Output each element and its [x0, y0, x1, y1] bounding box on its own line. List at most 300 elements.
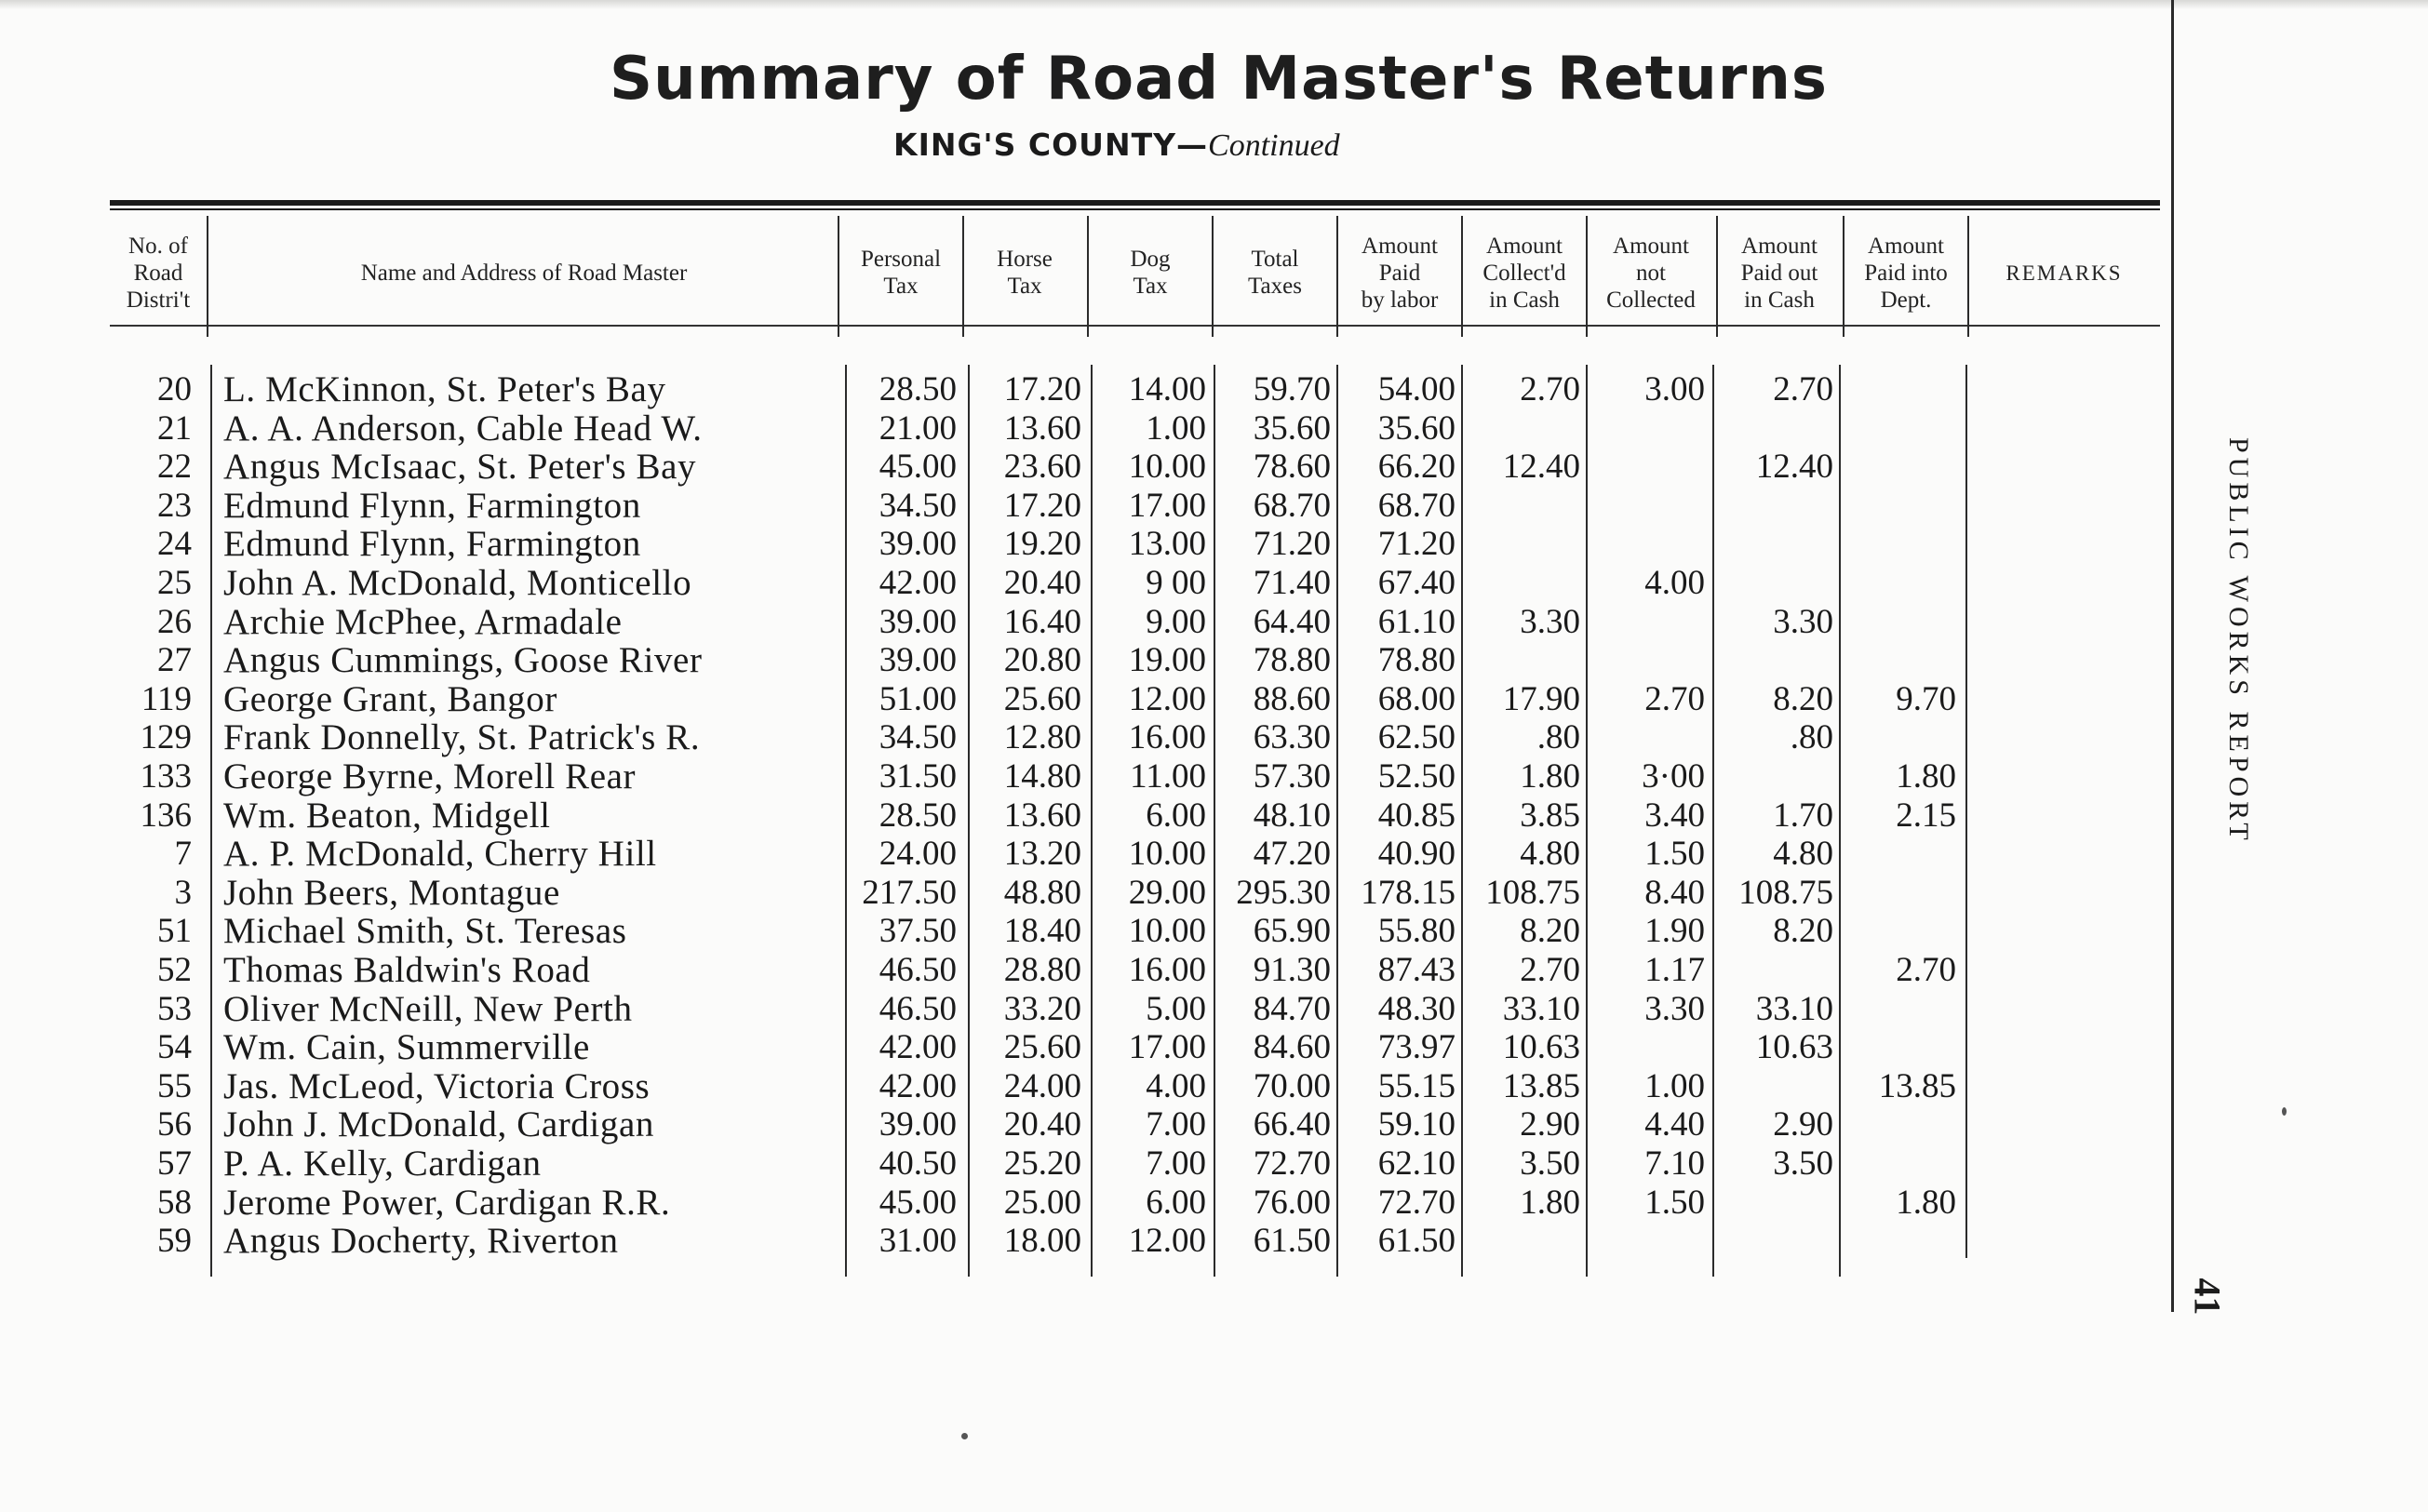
dog-tax-cell: 4.00	[1146, 1067, 1206, 1105]
not-collected-cell: 1.17	[1644, 951, 1705, 989]
not-collected-cell	[1588, 448, 1705, 487]
personal-tax-cell: 34.50	[879, 718, 957, 756]
district-number: 25	[157, 564, 192, 602]
paid-by-labor-cell: 78.80	[1377, 641, 1455, 679]
collected-cash-cell: 2.70	[1520, 951, 1580, 989]
not-collected-cell	[1588, 718, 1705, 757]
horse-tax-cell: 33.20	[1003, 990, 1081, 1028]
dog-tax-cell: 16.00	[1128, 718, 1206, 756]
total-taxes-cell: 84.70	[1253, 990, 1331, 1028]
not-collected-cell	[1588, 525, 1705, 564]
col-rule-header	[962, 216, 964, 337]
paid-by-labor-cell: 68.70	[1377, 487, 1455, 525]
total-taxes-cell: 64.40	[1253, 603, 1331, 641]
dog-tax-cell: 10.00	[1128, 835, 1206, 873]
road-master-name: Archie McPhee, Armadale	[223, 602, 623, 642]
dog-tax-cell: 14.00	[1128, 370, 1206, 408]
total-taxes-cell: 76.00	[1253, 1184, 1331, 1222]
table-row	[0, 448, 2159, 487]
horse-tax-cell: 25.60	[1003, 1028, 1081, 1066]
road-master-name: Frank Donnelly, St. Patrick's R.	[223, 717, 701, 757]
scan-speck	[961, 1433, 968, 1439]
paid-into-dept-cell	[1841, 525, 1956, 564]
not-collected-cell	[1588, 487, 1705, 526]
horse-tax-cell: 17.20	[1003, 370, 1081, 408]
total-taxes-cell: 78.60	[1253, 448, 1331, 486]
paid-out-cell	[1718, 409, 1833, 448]
total-taxes-cell: 66.40	[1253, 1105, 1331, 1144]
collected-cash-cell	[1463, 487, 1580, 526]
paid-out-cell: 33.10	[1755, 990, 1833, 1028]
not-collected-cell	[1588, 409, 1705, 448]
paid-out-cell	[1718, 1222, 1833, 1261]
district-number: 27	[157, 641, 192, 679]
district-number: 26	[157, 603, 192, 641]
total-taxes-cell: 68.70	[1253, 487, 1331, 525]
table-row	[0, 680, 2159, 719]
dog-tax-cell: 19.00	[1128, 641, 1206, 679]
collected-cash-cell: 2.70	[1520, 370, 1580, 408]
road-master-name: John A. McDonald, Monticello	[223, 563, 692, 603]
paid-out-cell	[1718, 951, 1833, 990]
collected-cash-cell: 1.80	[1520, 1184, 1580, 1222]
collected-cash-cell: .80	[1536, 718, 1580, 756]
paid-by-labor-cell: 48.30	[1377, 990, 1455, 1028]
paid-by-labor-cell: 73.97	[1377, 1028, 1455, 1066]
road-master-name: John Beers, Montague	[223, 873, 560, 913]
header-name-address: Name and Address of Road Master	[360, 260, 688, 286]
personal-tax-cell: 45.00	[879, 448, 957, 486]
col-rule-header	[1212, 216, 1214, 337]
district-number: 21	[157, 409, 192, 448]
total-taxes-cell: 65.90	[1253, 912, 1331, 950]
horse-tax-cell: 25.00	[1003, 1184, 1081, 1222]
paid-by-labor-cell: 35.60	[1377, 409, 1455, 448]
personal-tax-cell: 39.00	[879, 1105, 957, 1144]
total-taxes-cell: 57.30	[1253, 757, 1331, 796]
collected-cash-cell: 108.75	[1485, 874, 1580, 912]
paid-by-labor-cell: 59.10	[1377, 1105, 1455, 1144]
table-row	[0, 564, 2159, 603]
personal-tax-cell: 39.00	[879, 603, 957, 641]
col-rule-header	[838, 216, 839, 337]
paid-by-labor-cell: 66.20	[1377, 448, 1455, 486]
paid-by-labor-cell: 72.70	[1377, 1184, 1455, 1222]
paid-into-dept-cell: 1.80	[1896, 757, 1956, 796]
personal-tax-cell: 45.00	[879, 1184, 957, 1222]
table-row	[0, 951, 2159, 990]
paid-into-dept-cell: 13.85	[1878, 1067, 1956, 1105]
total-taxes-cell: 84.60	[1253, 1028, 1331, 1066]
dog-tax-cell: 11.00	[1130, 757, 1206, 796]
table-top-rule-thick	[110, 200, 2160, 206]
dog-tax-cell: 10.00	[1128, 448, 1206, 486]
horse-tax-cell: 18.40	[1003, 912, 1081, 950]
page-number: 41	[2186, 1278, 2229, 1316]
table-row	[0, 1105, 2159, 1144]
horse-tax-cell: 20.40	[1003, 564, 1081, 602]
horse-tax-cell: 13.60	[1003, 409, 1081, 448]
personal-tax-cell: 31.00	[879, 1222, 957, 1260]
total-taxes-cell: 35.60	[1253, 409, 1331, 448]
personal-tax-cell: 42.00	[879, 1028, 957, 1066]
district-number: 7	[174, 835, 192, 873]
table-row	[0, 603, 2159, 642]
paid-out-cell: 3.30	[1773, 603, 1833, 641]
paid-by-labor-cell: 62.50	[1377, 718, 1455, 756]
paid-out-cell	[1718, 1184, 1833, 1223]
paid-into-dept-cell	[1841, 1144, 1956, 1184]
district-number: 54	[157, 1028, 192, 1066]
not-collected-cell: 1.00	[1644, 1067, 1705, 1105]
paid-into-dept-cell	[1841, 564, 1956, 603]
paid-out-cell: 8.20	[1773, 912, 1833, 950]
paid-into-dept-cell: 9.70	[1896, 680, 1956, 718]
horse-tax-cell: 12.80	[1003, 718, 1081, 756]
district-number: 24	[157, 525, 192, 563]
dog-tax-cell: 1.00	[1146, 409, 1206, 448]
collected-cash-cell: 13.85	[1502, 1067, 1580, 1105]
collected-cash-cell: 33.10	[1502, 990, 1580, 1028]
paid-out-cell: 2.70	[1773, 370, 1833, 408]
district-number: 20	[157, 370, 192, 408]
subtitle-continued: Continued	[1208, 128, 1340, 163]
paid-out-cell: 10.63	[1755, 1028, 1833, 1066]
collected-cash-cell	[1463, 1222, 1580, 1261]
horse-tax-cell: 23.60	[1003, 448, 1081, 486]
not-collected-cell: 3.00	[1644, 370, 1705, 408]
table-row	[0, 718, 2159, 757]
table-row	[0, 370, 2159, 409]
paid-into-dept-cell	[1841, 912, 1956, 951]
district-number: 22	[157, 448, 192, 486]
horse-tax-cell: 13.20	[1003, 835, 1081, 873]
not-collected-cell: 1.50	[1644, 1184, 1705, 1222]
paid-into-dept-cell	[1841, 409, 1956, 448]
horse-tax-cell: 14.80	[1003, 757, 1081, 796]
road-master-name: P. A. Kelly, Cardigan	[223, 1144, 542, 1184]
road-master-name: Wm. Cain, Summerville	[223, 1027, 590, 1067]
paid-out-cell	[1718, 487, 1833, 526]
district-number: 55	[157, 1067, 192, 1105]
district-number: 57	[157, 1144, 192, 1183]
road-master-name: A. A. Anderson, Cable Head W.	[223, 408, 703, 448]
collected-cash-cell: 12.40	[1502, 448, 1580, 486]
table-row	[0, 1184, 2159, 1223]
district-number: 129	[140, 718, 192, 756]
dog-tax-cell: 9 00	[1146, 564, 1206, 602]
collected-cash-cell	[1463, 641, 1580, 680]
table-row	[0, 525, 2159, 564]
paid-into-dept-cell: 2.70	[1896, 951, 1956, 989]
personal-tax-cell: 31.50	[879, 757, 957, 796]
personal-tax-cell: 21.00	[879, 409, 957, 448]
col-rule-header	[1843, 216, 1844, 337]
road-master-name: Jerome Power, Cardigan R.R.	[223, 1183, 671, 1223]
header-paid-out-cash: Amount Paid out in Cash	[1740, 233, 1818, 313]
district-number: 52	[157, 951, 192, 989]
personal-tax-cell: 39.00	[879, 641, 957, 679]
not-collected-cell: 1.50	[1644, 835, 1705, 873]
district-number: 3	[174, 874, 192, 912]
total-taxes-cell: 47.20	[1253, 835, 1331, 873]
header-dog-tax: Dog Tax	[1130, 247, 1171, 299]
road-master-name: John J. McDonald, Cardigan	[223, 1104, 654, 1144]
paid-out-cell: .80	[1790, 718, 1833, 756]
not-collected-cell	[1588, 641, 1705, 680]
collected-cash-cell: 2.90	[1520, 1105, 1580, 1144]
collected-cash-cell: 1.80	[1520, 757, 1580, 796]
paid-out-cell	[1718, 641, 1833, 680]
collected-cash-cell: 3.30	[1520, 603, 1580, 641]
paid-into-dept-cell	[1841, 1028, 1956, 1067]
personal-tax-cell: 42.00	[879, 1067, 957, 1105]
not-collected-cell	[1588, 1222, 1705, 1261]
not-collected-cell: 7.10	[1644, 1144, 1705, 1183]
table-row	[0, 990, 2159, 1029]
horse-tax-cell: 25.60	[1003, 680, 1081, 718]
page-title: Summary of Road Master's Returns	[610, 45, 1828, 114]
dog-tax-cell: 29.00	[1128, 874, 1206, 912]
running-head: PUBLIC WORKS REPORT	[2223, 437, 2254, 845]
total-taxes-cell: 71.20	[1253, 525, 1331, 563]
horse-tax-cell: 20.80	[1003, 641, 1081, 679]
road-master-name: Angus Cummings, Goose River	[223, 640, 703, 680]
paid-out-cell: 8.20	[1773, 680, 1833, 718]
paid-by-labor-cell: 67.40	[1377, 564, 1455, 602]
header-collected-cash: Amount Collect'd in Cash	[1482, 233, 1566, 313]
collected-cash-cell: 17.90	[1502, 680, 1580, 718]
personal-tax-cell: 42.00	[879, 564, 957, 602]
header-remarks: REMARKS	[2005, 261, 2123, 285]
district-number: 51	[157, 912, 192, 950]
paid-out-cell	[1718, 525, 1833, 564]
road-master-name: George Grant, Bangor	[223, 679, 557, 719]
road-master-name: Edmund Flynn, Farmington	[223, 486, 641, 526]
paid-by-labor-cell: 52.50	[1377, 757, 1455, 796]
district-number: 56	[157, 1105, 192, 1144]
table-row	[0, 487, 2159, 526]
table-row	[0, 1222, 2159, 1261]
collected-cash-cell: 3.50	[1520, 1144, 1580, 1183]
paid-into-dept-cell	[1841, 718, 1956, 757]
table-row	[0, 1028, 2159, 1067]
road-master-name: Wm. Beaton, Midgell	[223, 796, 551, 836]
paid-into-dept-cell	[1841, 1105, 1956, 1144]
dog-tax-cell: 16.00	[1128, 951, 1206, 989]
road-master-name: Oliver McNeill, New Perth	[223, 989, 633, 1029]
scan-speck	[2282, 1107, 2287, 1116]
paid-into-dept-cell: 2.15	[1896, 796, 1956, 835]
horse-tax-cell: 17.20	[1003, 487, 1081, 525]
horse-tax-cell: 19.20	[1003, 525, 1081, 563]
paid-by-labor-cell: 62.10	[1377, 1144, 1455, 1183]
col-rule-header	[207, 216, 208, 337]
personal-tax-cell: 51.00	[879, 680, 957, 718]
dog-tax-cell: 13.00	[1128, 525, 1206, 563]
header-bottom-rule	[110, 325, 2160, 327]
total-taxes-cell: 63.30	[1253, 718, 1331, 756]
collected-cash-cell: 4.80	[1520, 835, 1580, 873]
paid-by-labor-cell: 71.20	[1377, 525, 1455, 563]
table-row	[0, 757, 2159, 796]
dog-tax-cell: 5.00	[1146, 990, 1206, 1028]
road-master-name: Jas. McLeod, Victoria Cross	[223, 1066, 651, 1106]
total-taxes-cell: 295.30	[1236, 874, 1331, 912]
header-paid-into-dept: Amount Paid into Dept.	[1864, 233, 1948, 313]
table-row	[0, 409, 2159, 448]
paid-into-dept-cell	[1841, 370, 1956, 409]
total-taxes-cell: 48.10	[1253, 796, 1331, 835]
paid-into-dept-cell	[1841, 1222, 1956, 1261]
col-rule-header	[1586, 216, 1588, 337]
paid-out-cell	[1718, 757, 1833, 796]
paid-out-cell: 108.75	[1738, 874, 1833, 912]
paid-into-dept-cell	[1841, 990, 1956, 1029]
paid-by-labor-cell: 178.15	[1361, 874, 1455, 912]
dog-tax-cell: 7.00	[1146, 1105, 1206, 1144]
paid-by-labor-cell: 87.43	[1377, 951, 1455, 989]
district-number: 53	[157, 990, 192, 1028]
collected-cash-cell: 3.85	[1520, 796, 1580, 835]
header-total-taxes: Total Taxes	[1248, 247, 1302, 299]
paid-by-labor-cell: 40.85	[1377, 796, 1455, 835]
district-number: 119	[141, 680, 192, 718]
road-master-name: Michael Smith, St. Teresas	[223, 911, 627, 951]
dog-tax-cell: 17.00	[1128, 1028, 1206, 1066]
table-row	[0, 912, 2159, 951]
header-paid-by-labor: Amount Paid by labor	[1361, 233, 1439, 313]
subtitle	[893, 127, 1452, 164]
district-number: 133	[140, 757, 192, 796]
collected-cash-cell	[1463, 525, 1580, 564]
total-taxes-cell: 70.00	[1253, 1067, 1331, 1105]
collected-cash-cell	[1463, 409, 1580, 448]
table-row	[0, 835, 2159, 874]
header-road-district: No. of Road Distri't	[126, 233, 191, 313]
horse-tax-cell: 18.00	[1003, 1222, 1081, 1260]
dog-tax-cell: 17.00	[1128, 487, 1206, 525]
paid-by-labor-cell: 61.10	[1377, 603, 1455, 641]
personal-tax-cell: 28.50	[879, 796, 957, 835]
road-master-name: L. McKinnon, St. Peter's Bay	[223, 369, 666, 409]
road-master-name: George Byrne, Morell Rear	[223, 756, 637, 796]
col-rule-header	[1716, 216, 1718, 337]
total-taxes-cell: 72.70	[1253, 1144, 1331, 1183]
dog-tax-cell: 7.00	[1146, 1144, 1206, 1183]
total-taxes-cell: 88.60	[1253, 680, 1331, 718]
table-row	[0, 874, 2159, 913]
collected-cash-cell: 8.20	[1520, 912, 1580, 950]
paid-out-cell: 2.90	[1773, 1105, 1833, 1144]
horse-tax-cell: 16.40	[1003, 603, 1081, 641]
paid-by-labor-cell: 54.00	[1377, 370, 1455, 408]
district-number: 59	[157, 1222, 192, 1260]
not-collected-cell: 2.70	[1644, 680, 1705, 718]
total-taxes-cell: 71.40	[1253, 564, 1331, 602]
paid-out-cell	[1718, 1067, 1833, 1106]
table-row	[0, 1067, 2159, 1106]
road-master-name: Thomas Baldwin's Road	[223, 950, 591, 990]
total-taxes-cell: 61.50	[1253, 1222, 1331, 1260]
road-master-name: A. P. McDonald, Cherry Hill	[223, 834, 657, 874]
page-margin-rule	[2171, 0, 2174, 1312]
personal-tax-cell: 37.50	[879, 912, 957, 950]
header-horse-tax: Horse Tax	[997, 247, 1053, 299]
road-master-name: Angus Docherty, Riverton	[223, 1221, 619, 1261]
paid-by-labor-cell: 40.90	[1377, 835, 1455, 873]
personal-tax-cell: 46.50	[879, 951, 957, 989]
paid-into-dept-cell	[1841, 835, 1956, 874]
paid-into-dept-cell: 1.80	[1896, 1184, 1956, 1222]
road-master-name: Edmund Flynn, Farmington	[223, 524, 641, 564]
subtitle-county: KING'S COUNTY—	[893, 127, 1209, 163]
paid-out-cell: 3.50	[1773, 1144, 1833, 1183]
personal-tax-cell: 217.50	[862, 874, 957, 912]
header-not-collected: Amount not Collected	[1606, 233, 1696, 313]
col-rule-header	[1461, 216, 1463, 337]
paid-out-cell: 4.80	[1773, 835, 1833, 873]
personal-tax-cell: 39.00	[879, 525, 957, 563]
personal-tax-cell: 28.50	[879, 370, 957, 408]
personal-tax-cell: 24.00	[879, 835, 957, 873]
not-collected-cell: 8.40	[1644, 874, 1705, 912]
not-collected-cell	[1588, 603, 1705, 642]
total-taxes-cell: 78.80	[1253, 641, 1331, 679]
not-collected-cell: 3.30	[1644, 990, 1705, 1028]
personal-tax-cell: 46.50	[879, 990, 957, 1028]
district-number: 136	[140, 796, 192, 835]
dog-tax-cell: 10.00	[1128, 912, 1206, 950]
personal-tax-cell: 40.50	[879, 1144, 957, 1183]
collected-cash-cell	[1463, 564, 1580, 603]
paid-out-cell: 12.40	[1755, 448, 1833, 486]
not-collected-cell: 1.90	[1644, 912, 1705, 950]
horse-tax-cell: 24.00	[1003, 1067, 1081, 1105]
dog-tax-cell: 9.00	[1146, 603, 1206, 641]
paid-out-cell: 1.70	[1773, 796, 1833, 835]
paid-into-dept-cell	[1841, 641, 1956, 680]
header-personal-tax: Personal Tax	[860, 247, 942, 299]
col-rule-header	[1087, 216, 1089, 337]
horse-tax-cell: 13.60	[1003, 796, 1081, 835]
dog-tax-cell: 6.00	[1146, 796, 1206, 835]
paid-by-labor-cell: 68.00	[1377, 680, 1455, 718]
paid-by-labor-cell: 55.15	[1377, 1067, 1455, 1105]
not-collected-cell: 4.40	[1644, 1105, 1705, 1144]
not-collected-cell	[1588, 1028, 1705, 1067]
horse-tax-cell: 25.20	[1003, 1144, 1081, 1183]
horse-tax-cell: 48.80	[1003, 874, 1081, 912]
col-rule-header	[1336, 216, 1338, 337]
not-collected-cell: 3.40	[1644, 796, 1705, 835]
paid-into-dept-cell	[1841, 603, 1956, 642]
scan-edge-shade	[0, 0, 2428, 9]
horse-tax-cell: 28.80	[1003, 951, 1081, 989]
district-number: 23	[157, 487, 192, 525]
paid-by-labor-cell: 61.50	[1377, 1222, 1455, 1260]
dog-tax-cell: 12.00	[1128, 1222, 1206, 1260]
paid-out-cell	[1718, 564, 1833, 603]
table-top-rule-thin	[110, 208, 2160, 210]
personal-tax-cell: 34.50	[879, 487, 957, 525]
total-taxes-cell: 59.70	[1253, 370, 1331, 408]
dog-tax-cell: 6.00	[1146, 1184, 1206, 1222]
horse-tax-cell: 20.40	[1003, 1105, 1081, 1144]
not-collected-cell: 4.00	[1644, 564, 1705, 602]
not-collected-cell: 3·00	[1642, 757, 1705, 796]
paid-by-labor-cell: 55.80	[1377, 912, 1455, 950]
